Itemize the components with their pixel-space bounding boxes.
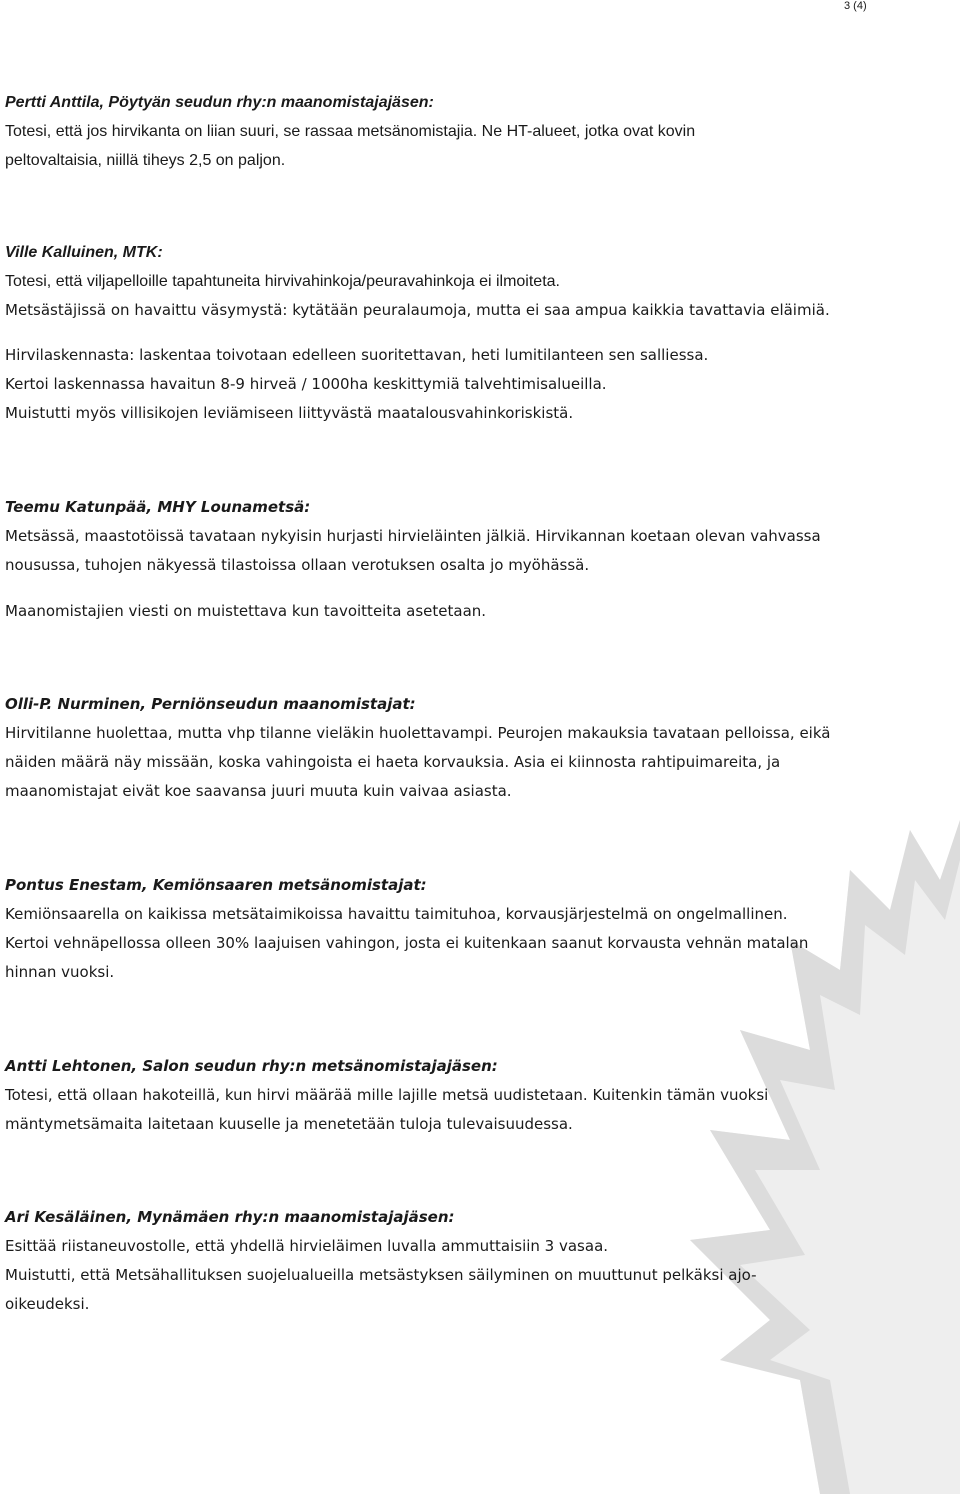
statement-line: Totesi, että viljapelloille tapahtuneita hirvivahinkoja/peuravahinkoja ei ilmoiteta. (5, 273, 560, 290)
statement-teemu-katunpaa (5, 493, 821, 580)
speaker-heading: Pontus Enestam, Kemiönsaaren metsänomistajat: (5, 876, 427, 894)
statement-line: Kertoi vehnäpellossa olleen 30% laajuisen vahingon, josta ei kuitenkaan saanut korvausta vehnän matalan (5, 934, 809, 952)
statement-teemu-katunpaa-note (5, 597, 486, 626)
statement-line: näiden määrä näy missään, koska vahingoista ei haeta korvauksia. Asia ei kiinnosta rahtipuimareita, ja (5, 753, 781, 771)
speaker-heading: Pertti Anttila, Pöytyän seudun rhy:n maanomistajajäsen: (5, 94, 434, 111)
statement-line: Metsästäjissä on havaittu väsymystä: kytätään peuralaumoja, mutta ei saa ampua kaikkia tavattavia eläimiä. (5, 301, 830, 319)
statement-line: Hirvitilanne huolettaa, mutta vhp tilanne vieläkin huolettavampi. Peurojen makauksia tavataan pelloissa, eikä (5, 724, 831, 742)
statement-line: Kemiönsaarella on kaikissa metsätaimikoissa havaittu taimituhoa, korvausjärjestelmä on ongelmallinen. (5, 905, 788, 923)
statement-line: Totesi, että ollaan hakoteillä, kun hirvi määrää mille lajille metsä uudistetaan. Kuitenkin tämän vuoksi (5, 1086, 769, 1104)
statement-line: maanomistajat eivät koe saavansa juuri muuta kuin vaivaa asiasta. (5, 782, 512, 800)
statement-ville-kalluinen (5, 238, 560, 296)
statement-line: peltovaltaisia, niillä tiheys 2,5 on paljon. (5, 152, 286, 169)
statement-olli-nurminen (5, 690, 830, 806)
statement-line: Totesi, että jos hirvikanta on liian suuri, se rassaa metsänomistajia. Ne HT-alueet, jotka ovat kovin (5, 123, 696, 140)
statement-line: Esittää riistaneuvostolle, että yhdellä hirvieläimen luvalla ammuttaisiin 3 vasaa. (5, 1237, 609, 1255)
speaker-heading: Ari Kesäläinen, Mynämäen rhy:n maanomistajajäsen: (5, 1208, 455, 1226)
page-number: 3 (4) (844, 0, 867, 12)
speaker-heading: Teemu Katunpää, MHY Lounametsä: (5, 498, 311, 516)
statement-line: Maanomistajien viesti on muistettava kun tavoitteita asetetaan. (5, 602, 487, 620)
statement-line: Muistutti myös villisikojen leviämiseen liittyvästä maatalousvahinkoriskistä. (5, 404, 574, 422)
statement-ville-kalluinen-cont (5, 296, 830, 325)
statement-antti-lehtonen (5, 1052, 768, 1139)
statement-pontus-enestam (5, 871, 808, 987)
statement-ari-kesalainen (5, 1203, 757, 1319)
speaker-heading: Ville Kalluinen, MTK: (5, 244, 163, 261)
statement-ville-kalluinen-census (5, 341, 708, 428)
statement-line: hinnan vuoksi. (5, 963, 115, 981)
statement-line: nousussa, tuhojen näkyessä tilastoissa ollaan verotuksen osalta jo myöhässä. (5, 556, 590, 574)
statement-line: Metsässä, maastotöissä tavataan nykyisin hurjasti hirvieläinten jälkiä. Hirvikannan koetaan olevan vahvassa (5, 527, 821, 545)
statement-line: Hirvilaskennasta: laskentaa toivotaan edelleen suoritettavan, heti lumitilanteen sen salliessa. (5, 346, 709, 364)
statement-line: oikeudeksi. (5, 1295, 90, 1313)
statement-line: mäntymetsämaita laitetaan kuuselle ja menetetään tuloja tulevaisuudessa. (5, 1115, 573, 1133)
statement-pertti-anttila (5, 88, 695, 175)
statement-line: Kertoi laskennassa havaitun 8-9 hirveä / 1000ha keskittymiä talvehtimisalueilla. (5, 375, 607, 393)
speaker-heading: Olli-P. Nurminen, Perniönseudun maanomistajat: (5, 695, 416, 713)
statement-line: Muistutti, että Metsähallituksen suojelualueilla metsästyksen säilyminen on muuttunut pelkäksi ajo- (5, 1266, 757, 1284)
speaker-heading: Antti Lehtonen, Salon seudun rhy:n metsänomistajajäsen: (5, 1057, 498, 1075)
